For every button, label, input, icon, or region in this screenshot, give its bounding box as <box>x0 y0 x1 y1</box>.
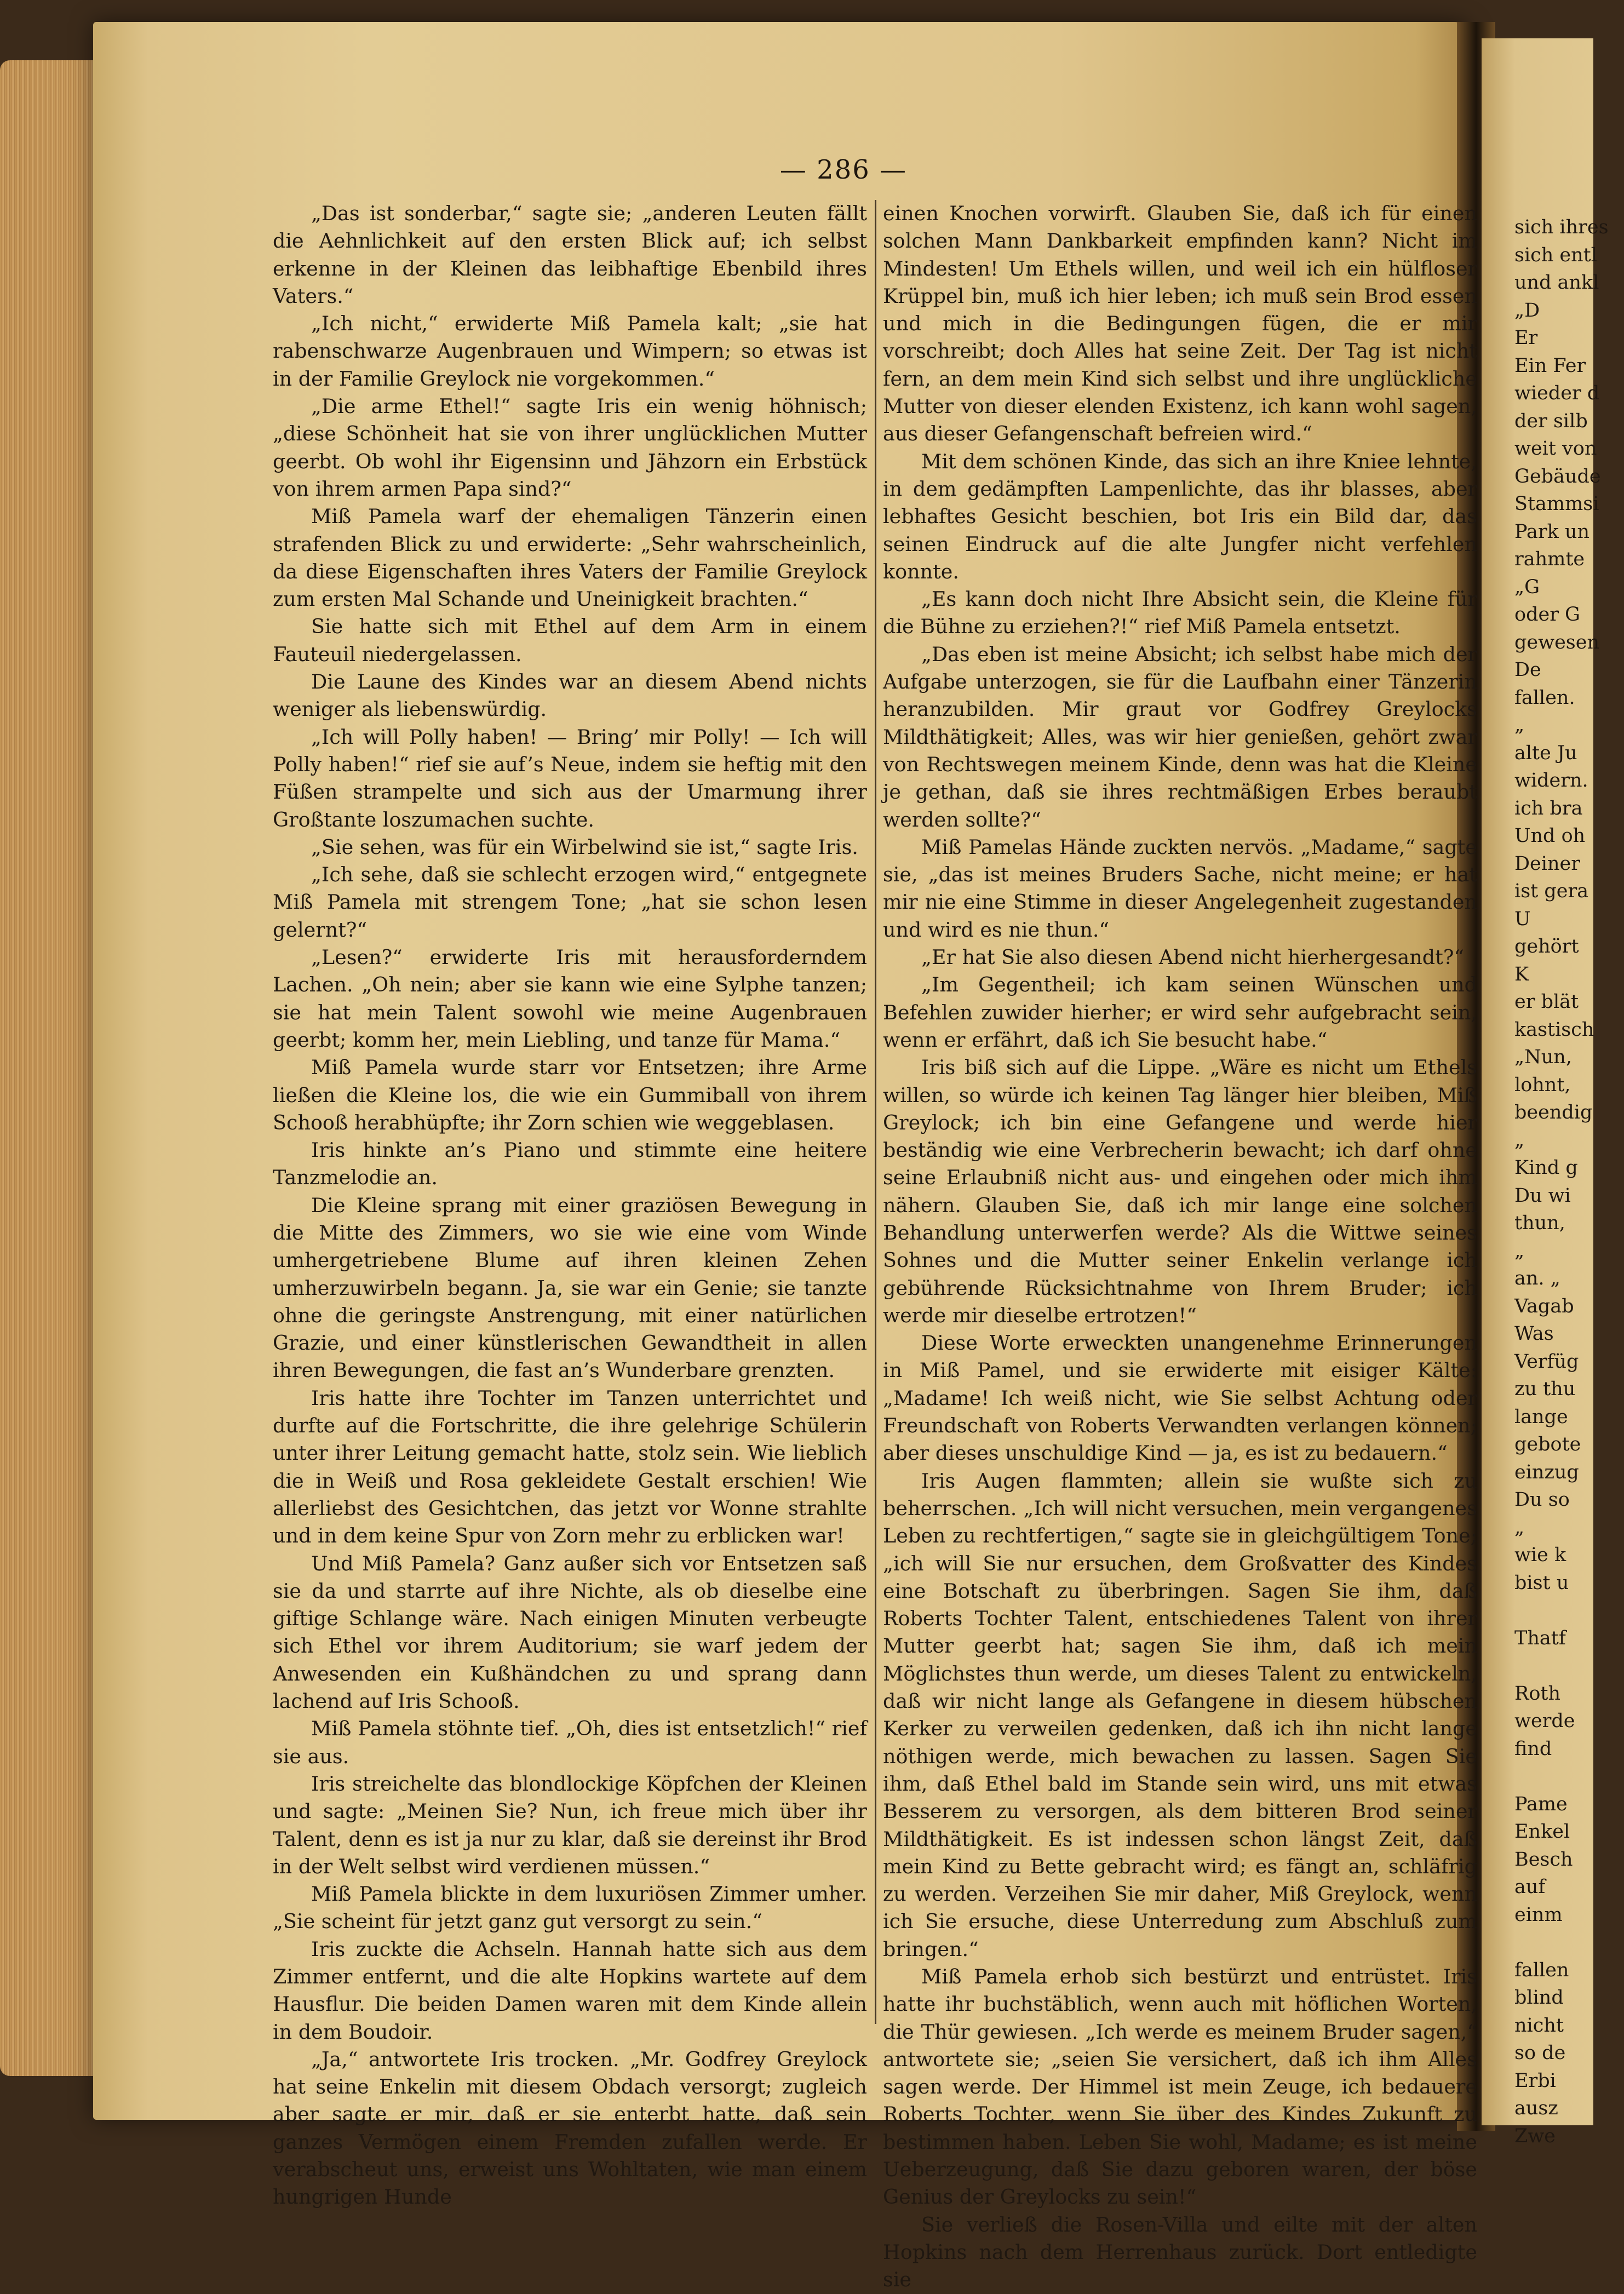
book-page-edges <box>0 60 96 2076</box>
page-number: — 286 — <box>779 154 908 185</box>
paragraph: Sie hatte sich mit Ethel auf dem Arm in einem Fauteuil niedergelassen. <box>273 615 867 666</box>
paragraph: „Die arme Ethel!“ sagte Iris ein wenig höhnisch; „diese Schönheit hat sie von ihrer unglücklichen Mutter geerbt. Ob wohl ihr Eigensinn und Jähzorn ein Erbstück von ihrem armen Papa sind?“ <box>273 394 867 501</box>
next-page-line-fragment: Zwe <box>1514 2125 1556 2147</box>
right-text-column <box>883 200 1477 2292</box>
next-page-line-fragment: Kind g <box>1514 1157 1578 1179</box>
next-page-line-fragment: De <box>1514 659 1541 681</box>
next-page-line-fragment: gewesen <box>1514 631 1600 653</box>
next-page-line-fragment: Roth <box>1514 1682 1561 1705</box>
paragraph: Diese Worte erweckten unangenehme Erinnerungen in Miß Pamel, und sie erwiderte mit eisiger Kälte: „Madame! Ich weiß nicht, wie Sie selbst Achtung oder Freundschaft von Roberts Verwandten verlangen können; aber dieses unschuldige Kind — ja, es ist zu bedauern.“ <box>883 1331 1477 1465</box>
next-page-line-fragment: rahmte <box>1514 548 1585 570</box>
next-page-line-fragment: gebote <box>1514 1433 1581 1455</box>
paragraph: Iris Augen flammten; allein sie wußte sich zu beherrschen. „Ich will nicht versuchen, mein vergangenes Leben zu rechtfertigen,“ sagte sie in gleichgültigem Tone; „ich will Sie nur ersuchen, dem Großvatter des Kindes eine Botschaft zu überbringen. Sagen Sie ihm, daß Roberts Tochter Talent, entschiedenes Talent von ihrer Mutter geerbt hat; sagen Sie ihm, daß ich mein Möglichstes thun werde, um dieses Talent zu entwickeln, daß wir nicht lange als Gefangene in diesem hübschen Kerker zu verweilen gedenken, daß ich ihn nicht lange nöthigen werde, mich bewachen zu lassen. Sagen Sie ihm, daß Ethel bald im Stande sein wird, uns mit etwas Besserem zu versorgen, als dem bitteren Brod seiner Mildthätigkeit. Es ist indessen schon längst Zeit, daß mein Kind zu Bette gebracht wird; es fängt an, schläfrig zu werden. Verzeihen Sie mir daher, Miß Greylock, wenn ich Sie ersuche, diese Unterredung zum Abschluß zum bringen.“ <box>883 1469 1477 1961</box>
column-divider <box>875 200 876 2024</box>
next-page-line-fragment: „D <box>1514 299 1540 322</box>
paragraph: „Ja,“ antwortete Iris trocken. „Mr. Godfrey Greylock hat seine Enkelin mit diesem Obdach versorgt; zugleich aber sagte er mir, daß er sie enterbt hatte, daß sein ganzes Vermögen einem Fremden zufallen werde. Er verabscheut uns, erweist uns Wohltaten, wie man einem hungrigen Hunde <box>273 2047 867 2209</box>
next-page-line-fragment: an. „ <box>1514 1268 1560 1289</box>
paragraph: Iris hatte ihre Tochter im Tanzen unterrichtet und durfte auf die Fortschritte, die ihre gelehrige Schülerin unter ihrer Leitung gemacht hatte, stolz sein. Wie lieblich die in Weiß und Rosa gekleidete Gestalt erschien! Wie allerliebst des Gesichtchen, das jetzt vor Wonne strahlte und in dem keine Spur von Zorn mehr zu erblicken war! <box>273 1386 867 1548</box>
next-page-line-fragment: Vagab <box>1514 1295 1574 1317</box>
paragraph: „Ich nicht,“ erwiderte Miß Pamela kalt; „sie hat rabenschwarze Augenbrauen und Wimpern; so etwas ist in der Familie Greylock nie vorgekommen.“ <box>273 312 867 391</box>
next-page-line-fragment: Besch <box>1514 1848 1573 1871</box>
next-page-line-fragment: Enkel <box>1514 1821 1570 1843</box>
next-page-line-fragment: Verfüg <box>1514 1350 1579 1373</box>
next-page-line-fragment: fallen. <box>1514 686 1575 709</box>
next-page-line-fragment: „ <box>1514 1240 1525 1262</box>
paragraph: Die Kleine sprang mit einer graziösen Bewegung in die Mitte des Zimmers, wo sie wie eine vom Winde umhergetriebene Blume auf ihren kleinen Zehen umherzuwirbeln begann. Ja, sie war ein Genie; sie tanzte ohne die geringste Anstrengung, mit einer natürlichen Grazie, und einer künstlerischen Gewandtheit in allen ihren Bewegungen, die fast an’s Wunderbare grenzten. <box>273 1193 867 1383</box>
next-page-line-fragment: Park un <box>1514 520 1589 543</box>
paragraph: „Er hat Sie also diesen Abend nicht hierhergesandt?“ <box>921 945 1465 970</box>
next-page-line-fragment: er blät <box>1514 991 1579 1013</box>
next-page-line-fragment: nicht <box>1514 2014 1564 2037</box>
next-page-line-fragment: „ <box>1514 714 1525 736</box>
next-page-line-fragment: weit von <box>1514 438 1597 460</box>
next-page-line-fragment: Erbi <box>1514 2069 1556 2092</box>
next-page-text-column <box>1514 214 1624 2150</box>
paragraph: Iris hinkte an’s Piano und stimmte eine heitere Tanzmelodie an. <box>273 1138 867 1190</box>
paragraph: Miß Pamela stöhnte tief. „Oh, dies ist entsetzlich!“ rief sie aus. <box>273 1717 867 1768</box>
next-page-line-fragment: fallen <box>1514 1959 1569 1981</box>
next-page-line-fragment <box>1514 1597 1624 1625</box>
next-page-line-fragment: U <box>1514 908 1531 930</box>
next-page-line-fragment: „Nun, <box>1514 1046 1572 1068</box>
next-page-line-fragment: find <box>1514 1737 1552 1760</box>
paragraph: „Ich sehe, daß sie schlecht erzogen wird,“ entgegnete Miß Pamela mit strengem Tone; „hat sie schon lesen gelernt?“ <box>273 863 867 942</box>
next-page-line-fragment: „G <box>1514 576 1540 598</box>
paragraph: Miß Pamela blickte in dem luxuriösen Zimmer umher. „Sie scheint für jetzt ganz gut versorgt zu sein.“ <box>273 1882 867 1934</box>
paragraph: Miß Pamela warf der ehemaligen Tänzerin einen strafenden Blick zu und erwiderte: „Sehr wahrscheinlich, da diese Eigenschaften ihres Vaters der Familie Greylock zum ersten Mal Schande und Uneinigkeit brachten.“ <box>273 504 867 611</box>
paragraph: Iris biß sich auf die Lippe. „Wäre es nicht um Ethels willen, so würde ich keinen Tag länger hier bleiben, Miß Greylock; ich bin eine Gefangene und werde hier beständig wie eine Verbrecherin bewacht; ich darf ohne seine Erlaubniß nicht aus- und eingehen oder mich ihm nähern. Glauben Sie, daß ich mir lange eine solchen Behandlung unterwerfen werde? Als die Wittwe seines Sohnes und die Mutter seiner Enkelin verlange ich gebührende Rücksichtnahme von Ihrem Bruder; ich werde mir dieselbe ertrotzen!“ <box>883 1056 1477 1327</box>
paragraph: „Sie sehen, was für ein Wirbelwind sie ist,“ sagte Iris. <box>311 835 858 859</box>
next-page-line-fragment: der silb <box>1514 410 1588 432</box>
paragraph: Miß Pamela wurde starr vor Entsetzen; ihre Arme ließen die Kleine los, die wie ein Gummiball von ihrem Schooß herabhüpfte; ihr Zorn schien wie weggeblasen. <box>273 1056 867 1134</box>
next-page-line-fragment: einm <box>1514 1903 1563 1926</box>
next-page-line-fragment: Ein Fer <box>1514 354 1586 377</box>
next-page-line-fragment: ausz <box>1514 2097 1558 2119</box>
next-page-line-fragment: beendig <box>1514 1102 1593 1123</box>
next-page-line-fragment: werde <box>1514 1710 1575 1732</box>
next-page-line-fragment: Thatf <box>1514 1627 1566 1649</box>
paragraph: Miß Pamela erhob sich bestürzt und entrüstet. Iris hatte ihr buchstäblich, wenn auch mit höflichen Worten, die Thür gewiesen. „Ich werde es meinem Bruder sagen,“ antwortete sie; „seien Sie versichert, daß ich ihm Alles sagen werde. Der Himmel ist mein Zeuge, ich bedauere Roberts Tochter, wenn Sie über des Kindes Zukunft zu bestimmen haben. Leben Sie wohl, Madame; es ist meine Ueberzeugung, daß Sie dazu geboren waren, der böse Genius der Greylocks zu sein!“ <box>883 1965 1477 2209</box>
paragraph: Die Laune des Kindes war an diesem Abend nichts weniger als liebenswürdig. <box>273 670 867 721</box>
paragraph: „Es kann doch nicht Ihre Absicht sein, die Kleine für die Bühne zu erziehen?!“ rief Miß Pamela entsetzt. <box>883 587 1477 639</box>
next-page-line-fragment: zu thu <box>1514 1378 1576 1400</box>
next-page-line-fragment: lohnt, <box>1514 1074 1571 1096</box>
next-page-line-fragment: Und oh <box>1514 825 1586 847</box>
next-page-line-fragment: Er <box>1514 327 1538 349</box>
next-page-line-fragment: Stammsi <box>1514 493 1599 515</box>
next-page-line-fragment: Gebäude <box>1514 465 1601 488</box>
next-page-line-fragment: Du wi <box>1514 1184 1571 1207</box>
next-page-line-fragment: gehört <box>1514 936 1579 957</box>
next-page-line-fragment: alte Ju <box>1514 742 1577 764</box>
next-page-line-fragment <box>1514 1763 1624 1791</box>
next-page-line-fragment: sich entl <box>1514 244 1597 266</box>
paragraph: Miß Pamelas Hände zuckten nervös. „Madame,“ sagte sie, „das ist meines Bruders Sache, nicht meine; er hat mir nie eine Stimme in dieser Angelegenheit zugestanden und wird es nie thun.“ <box>883 835 1477 942</box>
left-text-column <box>273 200 867 2209</box>
next-page-line-fragment: lange <box>1514 1406 1568 1428</box>
next-page-line-fragment: „ <box>1514 1129 1525 1151</box>
paragraph: „Lesen?“ erwiderte Iris mit herausforderndem Lachen. „Oh nein; aber sie kann wie eine Sylphe tanzen; sie hat mein Talent sowohl wie meine Augenbrauen geerbt; komm her, mein Liebling, und tanze für Mama.“ <box>273 945 867 1052</box>
next-page-line-fragment: ist gera <box>1514 880 1589 902</box>
paragraph: „Das ist sonderbar,“ sagte sie; „anderen Leuten fällt die Aehnlichkeit auf den ersten Blick auf; ich selbst erkenne in der Kleinen das leibhaftige Ebenbild ihres Vaters.“ <box>273 202 867 308</box>
next-page-line-fragment: Deiner <box>1514 852 1580 875</box>
paragraph: „Das eben ist meine Absicht; ich selbst habe mich der Aufgabe unterzogen, sie für die Laufbahn einer Tänzerin heranzubilden. Mir graut vor Godfrey Greylocks Mildthätigkeit; Alles, was wir hier genießen, gehört zwar von Rechtswegen meinem Kinde, denn was hat die Kleine je gethan, daß sie ihres rechtmäßigen Erbes beraubt werden sollte?“ <box>883 642 1477 831</box>
next-page-line-fragment: widern. <box>1514 770 1588 792</box>
paragraph: „Ich will Polly haben! — Bring’ mir Polly! — Ich will Polly haben!“ rief sie auf’s Neue, indem sie heftig mit den Füßen strampelte und sich aus der Umarmung ihrer Großtante loszumachen suchte. <box>273 725 867 831</box>
paragraph: Iris streichelte das blondlockige Köpfchen der Kleinen und sagte: „Meinen Sie? Nun, ich freue mich über ihr Talent, denn es ist ja nur zu klar, daß sie dereinst ihr Brod in der Welt selbst wird verdienen müssen.“ <box>273 1771 867 1878</box>
paragraph: Und Miß Pamela? Ganz außer sich vor Entsetzen saß sie da und starrte auf ihre Nichte, als ob dieselbe eine giftige Schlange wäre. Nach einigen Minuten verbeugte sich Ethel vor ihrem Auditorium; sie warf jedem der Anwesenden ein Kußhändchen zu und sprang dann lachend auf Iris Schooß. <box>273 1551 867 1713</box>
next-page-line-fragment <box>1514 1652 1624 1680</box>
next-page-line-fragment: thun, <box>1514 1212 1565 1234</box>
next-page-edge <box>1482 38 1609 2147</box>
next-page-line-fragment: einzug <box>1514 1461 1579 1483</box>
paragraph: Iris zuckte die Achseln. Hannah hatte sich aus dem Zimmer entfernt, und die alte Hopkins wartete auf dem Hausflur. Die beiden Damen waren mit dem Kinde allein in dem Boudoir. <box>273 1937 867 2044</box>
next-page-line-fragment: sich ihres <box>1514 216 1609 238</box>
next-page-line-fragment: und ankl <box>1514 272 1599 294</box>
next-page-line-fragment: K <box>1514 963 1529 985</box>
next-page-line-fragment: so de <box>1514 2042 1566 2064</box>
next-page-line-fragment: wie k <box>1514 1544 1566 1566</box>
next-page-line-fragment: wieder d <box>1514 382 1600 404</box>
paragraph: einen Knochen vorwirft. Glauben Sie, daß ich für einen solchen Mann Dankbarkeit empfinden kann? Nicht im Mindesten! Um Ethels willen, und weil ich ein hülfloser Krüppel bin, muß ich hier leben; ich muß sein Brod essen und mich in die Bedingungen fügen, die er mir vorschreibt; doch Alles hat seine Zeit. Der Tag ist nicht fern, an dem mein Kind sich selbst und ihre unglückliche Mutter von dieser elenden Existenz, ich kann wohl sagen, aus dieser Gefangenschaft befreien wird.“ <box>883 202 1477 446</box>
next-page-line-fragment <box>1514 1929 1624 1957</box>
next-page-line-fragment: kastisch <box>1514 1018 1594 1041</box>
paragraph: „Im Gegentheil; ich kam seinen Wünschen und Befehlen zuwider hierher; er wird sehr aufgebracht sein, wenn er erfährt, daß ich Sie besucht habe.“ <box>883 973 1477 1052</box>
paragraph: Sie verließ die Rosen-Villa und eilte mit der alten Hopkins nach dem Herrenhaus zurück. Dort entledigte sie <box>883 2212 1477 2292</box>
next-page-line-fragment: ich bra <box>1514 797 1583 819</box>
next-page-line-fragment: blind <box>1514 1987 1564 2009</box>
next-page-line-fragment: Was <box>1514 1323 1554 1345</box>
next-page-line-fragment: Du so <box>1514 1489 1570 1511</box>
next-page-line-fragment: oder G <box>1514 604 1581 626</box>
next-page-line-fragment: bist u <box>1514 1572 1569 1594</box>
next-page-line-fragment: „ <box>1514 1516 1525 1539</box>
next-page-line-fragment: auf <box>1514 1876 1546 1898</box>
paragraph: Mit dem schönen Kinde, das sich an ihre Kniee lehnte, in dem gedämpften Lampenlichte, das ihr blasses, aber lebhaftes Gesicht beschien, bot Iris ein Bild dar, das seinen Eindruck auf die alte Jungfer nicht verfehlen konnte. <box>883 449 1477 583</box>
next-page-line-fragment: Pame <box>1514 1793 1568 1815</box>
